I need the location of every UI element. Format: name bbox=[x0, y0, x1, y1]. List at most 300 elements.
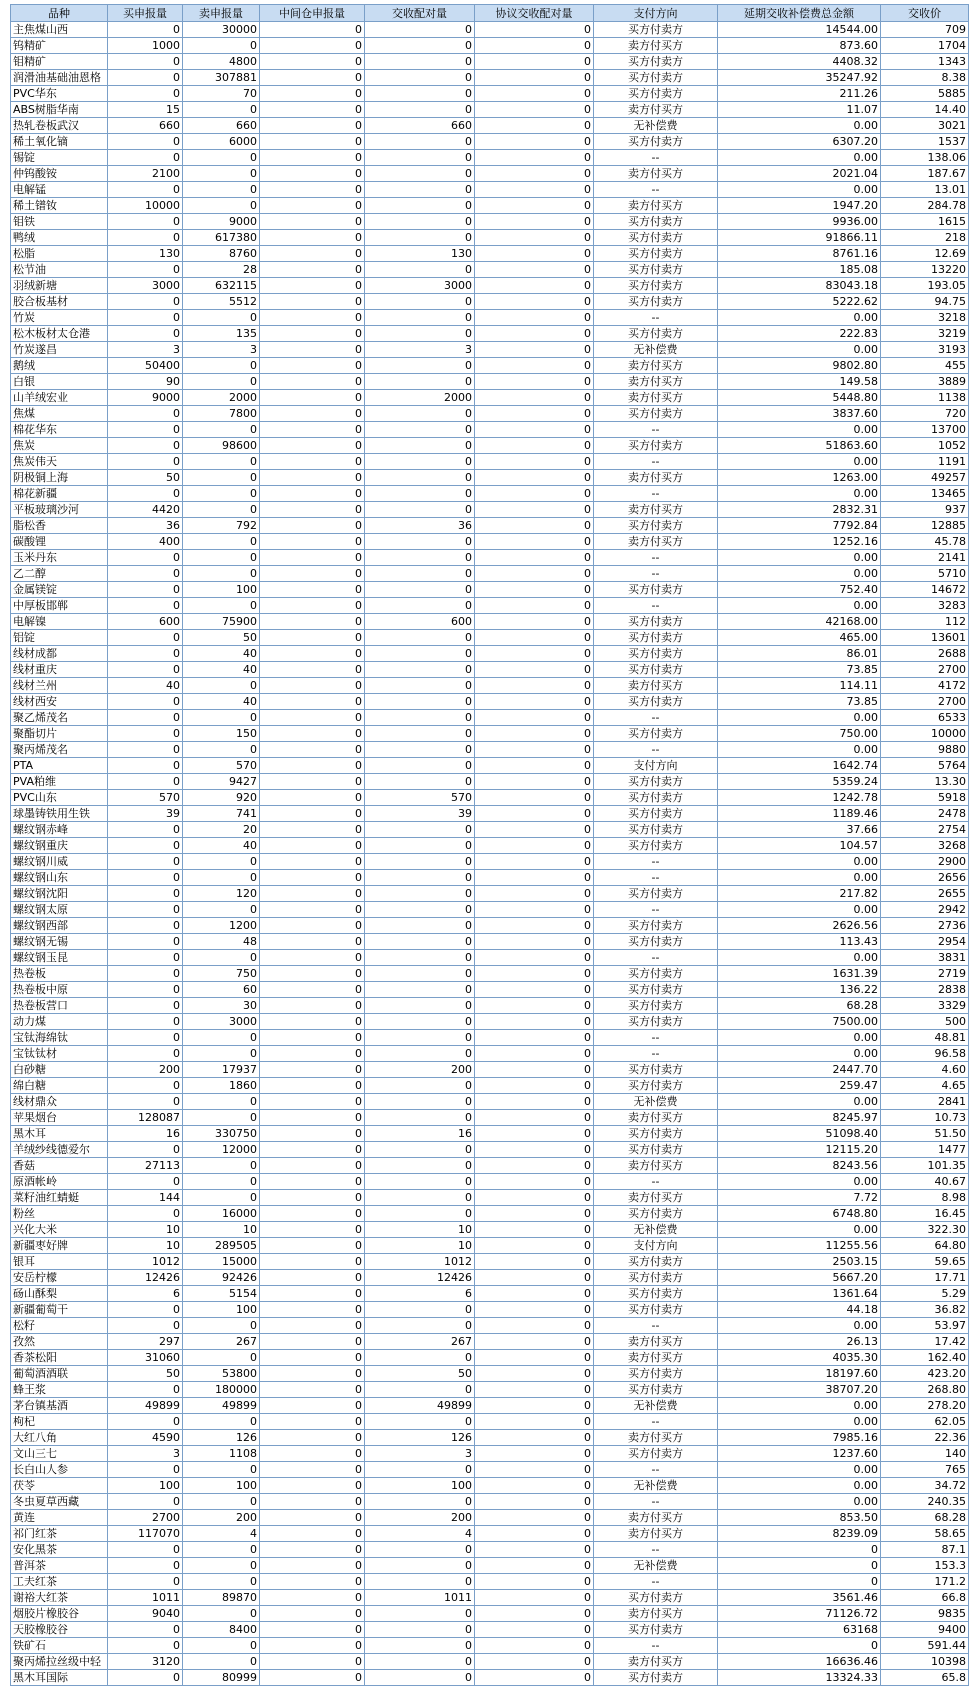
cell-buy-qty: 0 bbox=[108, 758, 183, 774]
table-row bbox=[11, 1110, 969, 1126]
cell-buy-qty: 0 bbox=[108, 742, 183, 758]
table-row bbox=[11, 774, 969, 790]
cell-matched-qty: 0 bbox=[365, 262, 475, 278]
cell-payment-direction: 买方付卖方 bbox=[594, 278, 718, 294]
cell-sell-qty: 2000 bbox=[183, 390, 260, 406]
cell-compensation-total: 0.00 bbox=[718, 422, 881, 438]
cell-variety: 螺纹钢重庆 bbox=[11, 838, 108, 854]
cell-agreement-qty: 0 bbox=[475, 1446, 594, 1462]
cell-middle-qty: 0 bbox=[260, 582, 365, 598]
cell-middle-qty: 0 bbox=[260, 1622, 365, 1638]
cell-payment-direction: 买方付卖方 bbox=[594, 1382, 718, 1398]
cell-settlement-price: 10000 bbox=[881, 726, 969, 742]
cell-agreement-qty: 0 bbox=[475, 118, 594, 134]
cell-sell-qty: 7800 bbox=[183, 406, 260, 422]
cell-payment-direction: 卖方付买方 bbox=[594, 1190, 718, 1206]
cell-settlement-price: 45.78 bbox=[881, 534, 969, 550]
table-row bbox=[11, 1670, 969, 1686]
table-row bbox=[11, 822, 969, 838]
cell-matched-qty: 0 bbox=[365, 758, 475, 774]
cell-middle-qty: 0 bbox=[260, 630, 365, 646]
cell-middle-qty: 0 bbox=[260, 1590, 365, 1606]
cell-settlement-price: 709 bbox=[881, 22, 969, 38]
cell-payment-direction: -- bbox=[594, 854, 718, 870]
cell-variety: 黄连 bbox=[11, 1510, 108, 1526]
cell-compensation-total: 37.66 bbox=[718, 822, 881, 838]
cell-variety: 润滑油基础油恩格 bbox=[11, 70, 108, 86]
cell-matched-qty: 4 bbox=[365, 1526, 475, 1542]
cell-matched-qty: 0 bbox=[365, 22, 475, 38]
cell-agreement-qty: 0 bbox=[475, 278, 594, 294]
cell-settlement-price: 34.72 bbox=[881, 1478, 969, 1494]
cell-agreement-qty: 0 bbox=[475, 1078, 594, 1094]
cell-matched-qty: 0 bbox=[365, 694, 475, 710]
cell-matched-qty: 0 bbox=[365, 230, 475, 246]
cell-middle-qty: 0 bbox=[260, 326, 365, 342]
cell-buy-qty: 0 bbox=[108, 1574, 183, 1590]
cell-settlement-price: 3219 bbox=[881, 326, 969, 342]
cell-payment-direction: 买方付卖方 bbox=[594, 614, 718, 630]
cell-settlement-price: 591.44 bbox=[881, 1638, 969, 1654]
cell-settlement-price: 2141 bbox=[881, 550, 969, 566]
cell-buy-qty: 6 bbox=[108, 1286, 183, 1302]
table-row bbox=[11, 278, 969, 294]
cell-payment-direction: -- bbox=[594, 1174, 718, 1190]
cell-buy-qty: 1012 bbox=[108, 1254, 183, 1270]
cell-matched-qty: 0 bbox=[365, 1318, 475, 1334]
cell-middle-qty: 0 bbox=[260, 614, 365, 630]
cell-compensation-total: 0 bbox=[718, 1638, 881, 1654]
cell-agreement-qty: 0 bbox=[475, 662, 594, 678]
cell-matched-qty: 0 bbox=[365, 630, 475, 646]
cell-buy-qty: 2700 bbox=[108, 1510, 183, 1526]
header-variety: 品种 bbox=[11, 5, 108, 22]
cell-payment-direction: 买方付卖方 bbox=[594, 822, 718, 838]
cell-agreement-qty: 0 bbox=[475, 1494, 594, 1510]
cell-matched-qty: 0 bbox=[365, 86, 475, 102]
cell-variety: 螺纹钢山东 bbox=[11, 870, 108, 886]
cell-buy-qty: 10 bbox=[108, 1238, 183, 1254]
table-row bbox=[11, 806, 969, 822]
table-row bbox=[11, 486, 969, 502]
cell-compensation-total: 0.00 bbox=[718, 550, 881, 566]
cell-middle-qty: 0 bbox=[260, 278, 365, 294]
cell-agreement-qty: 0 bbox=[475, 1158, 594, 1174]
header-matched-qty: 交收配对量 bbox=[365, 5, 475, 22]
cell-variety: 线材重庆 bbox=[11, 662, 108, 678]
cell-middle-qty: 0 bbox=[260, 1334, 365, 1350]
cell-variety: 焦煤 bbox=[11, 406, 108, 422]
cell-settlement-price: 2700 bbox=[881, 662, 969, 678]
cell-compensation-total: 5667.20 bbox=[718, 1270, 881, 1286]
cell-variety: 铝锭 bbox=[11, 630, 108, 646]
table-row bbox=[11, 902, 969, 918]
table-row bbox=[11, 1302, 969, 1318]
cell-matched-qty: 0 bbox=[365, 358, 475, 374]
cell-middle-qty: 0 bbox=[260, 966, 365, 982]
cell-buy-qty: 0 bbox=[108, 1078, 183, 1094]
cell-variety: 大红八角 bbox=[11, 1430, 108, 1446]
cell-matched-qty: 1011 bbox=[365, 1590, 475, 1606]
table-row bbox=[11, 1462, 969, 1478]
cell-compensation-total: 26.13 bbox=[718, 1334, 881, 1350]
table-row bbox=[11, 566, 969, 582]
cell-matched-qty: 0 bbox=[365, 214, 475, 230]
cell-matched-qty: 0 bbox=[365, 102, 475, 118]
cell-compensation-total: 2832.31 bbox=[718, 502, 881, 518]
cell-agreement-qty: 0 bbox=[475, 902, 594, 918]
cell-middle-qty: 0 bbox=[260, 1366, 365, 1382]
cell-variety: 宝钛海绵钛 bbox=[11, 1030, 108, 1046]
cell-buy-qty: 0 bbox=[108, 886, 183, 902]
cell-buy-qty: 128087 bbox=[108, 1110, 183, 1126]
cell-middle-qty: 0 bbox=[260, 870, 365, 886]
table-row bbox=[11, 918, 969, 934]
cell-compensation-total: 0.00 bbox=[718, 902, 881, 918]
cell-settlement-price: 2841 bbox=[881, 1094, 969, 1110]
cell-payment-direction: 买方付卖方 bbox=[594, 1622, 718, 1638]
cell-agreement-qty: 0 bbox=[475, 134, 594, 150]
cell-sell-qty: 98600 bbox=[183, 438, 260, 454]
cell-buy-qty: 0 bbox=[108, 182, 183, 198]
cell-buy-qty: 0 bbox=[108, 134, 183, 150]
cell-matched-qty: 3000 bbox=[365, 278, 475, 294]
table-row bbox=[11, 950, 969, 966]
cell-payment-direction: 买方付卖方 bbox=[594, 134, 718, 150]
cell-variety: 螺纹钢太原 bbox=[11, 902, 108, 918]
cell-matched-qty: 0 bbox=[365, 1654, 475, 1670]
cell-matched-qty: 0 bbox=[365, 134, 475, 150]
cell-settlement-price: 3193 bbox=[881, 342, 969, 358]
cell-middle-qty: 0 bbox=[260, 774, 365, 790]
cell-settlement-price: 1615 bbox=[881, 214, 969, 230]
cell-matched-qty: 0 bbox=[365, 470, 475, 486]
cell-agreement-qty: 0 bbox=[475, 806, 594, 822]
cell-matched-qty: 0 bbox=[365, 886, 475, 902]
cell-settlement-price: 2754 bbox=[881, 822, 969, 838]
table-row bbox=[11, 1510, 969, 1526]
cell-middle-qty: 0 bbox=[260, 70, 365, 86]
cell-agreement-qty: 0 bbox=[475, 1366, 594, 1382]
cell-settlement-price: 9880 bbox=[881, 742, 969, 758]
cell-buy-qty: 0 bbox=[108, 854, 183, 870]
cell-matched-qty: 0 bbox=[365, 950, 475, 966]
cell-settlement-price: 5.29 bbox=[881, 1286, 969, 1302]
cell-matched-qty: 0 bbox=[365, 1558, 475, 1574]
cell-buy-qty: 0 bbox=[108, 86, 183, 102]
cell-settlement-price: 53.97 bbox=[881, 1318, 969, 1334]
cell-compensation-total: 211.26 bbox=[718, 86, 881, 102]
cell-settlement-price: 500 bbox=[881, 1014, 969, 1030]
cell-buy-qty: 0 bbox=[108, 822, 183, 838]
cell-matched-qty: 10 bbox=[365, 1238, 475, 1254]
cell-middle-qty: 0 bbox=[260, 86, 365, 102]
cell-agreement-qty: 0 bbox=[475, 598, 594, 614]
cell-middle-qty: 0 bbox=[260, 902, 365, 918]
cell-payment-direction: 卖方付买方 bbox=[594, 102, 718, 118]
cell-payment-direction: 买方付卖方 bbox=[594, 22, 718, 38]
cell-agreement-qty: 0 bbox=[475, 694, 594, 710]
cell-middle-qty: 0 bbox=[260, 1574, 365, 1590]
cell-settlement-price: 2478 bbox=[881, 806, 969, 822]
cell-payment-direction: 买方付卖方 bbox=[594, 70, 718, 86]
cell-sell-qty: 0 bbox=[183, 1462, 260, 1478]
cell-sell-qty: 40 bbox=[183, 662, 260, 678]
cell-payment-direction: -- bbox=[594, 1638, 718, 1654]
cell-agreement-qty: 0 bbox=[475, 630, 594, 646]
cell-middle-qty: 0 bbox=[260, 118, 365, 134]
cell-payment-direction: 买方付卖方 bbox=[594, 246, 718, 262]
cell-middle-qty: 0 bbox=[260, 710, 365, 726]
cell-sell-qty: 40 bbox=[183, 694, 260, 710]
cell-sell-qty: 1108 bbox=[183, 1446, 260, 1462]
cell-compensation-total: 18197.60 bbox=[718, 1366, 881, 1382]
cell-variety: 谢裕大红茶 bbox=[11, 1590, 108, 1606]
cell-variety: 冬虫夏草西藏 bbox=[11, 1494, 108, 1510]
cell-payment-direction: -- bbox=[594, 422, 718, 438]
cell-settlement-price: 1477 bbox=[881, 1142, 969, 1158]
cell-payment-direction: 买方付卖方 bbox=[594, 790, 718, 806]
cell-payment-direction: -- bbox=[594, 486, 718, 502]
cell-payment-direction: 买方付卖方 bbox=[594, 982, 718, 998]
table-row bbox=[11, 1494, 969, 1510]
table-row bbox=[11, 790, 969, 806]
cell-middle-qty: 0 bbox=[260, 694, 365, 710]
cell-middle-qty: 0 bbox=[260, 998, 365, 1014]
cell-matched-qty: 0 bbox=[365, 1206, 475, 1222]
cell-matched-qty: 0 bbox=[365, 1302, 475, 1318]
cell-variety: 枸杞 bbox=[11, 1414, 108, 1430]
cell-agreement-qty: 0 bbox=[475, 1622, 594, 1638]
cell-agreement-qty: 0 bbox=[475, 230, 594, 246]
cell-settlement-price: 112 bbox=[881, 614, 969, 630]
cell-payment-direction: 买方付卖方 bbox=[594, 726, 718, 742]
cell-variety: 脂松香 bbox=[11, 518, 108, 534]
cell-variety: 祁门红茶 bbox=[11, 1526, 108, 1542]
cell-sell-qty: 0 bbox=[183, 598, 260, 614]
cell-middle-qty: 0 bbox=[260, 1158, 365, 1174]
cell-middle-qty: 0 bbox=[260, 1014, 365, 1030]
cell-variety: PVA粕维 bbox=[11, 774, 108, 790]
cell-matched-qty: 0 bbox=[365, 1030, 475, 1046]
cell-sell-qty: 0 bbox=[183, 182, 260, 198]
cell-settlement-price: 162.40 bbox=[881, 1350, 969, 1366]
cell-settlement-price: 4.60 bbox=[881, 1062, 969, 1078]
cell-matched-qty: 0 bbox=[365, 774, 475, 790]
cell-agreement-qty: 0 bbox=[475, 1286, 594, 1302]
cell-agreement-qty: 0 bbox=[475, 1046, 594, 1062]
cell-buy-qty: 0 bbox=[108, 566, 183, 582]
cell-settlement-price: 13220 bbox=[881, 262, 969, 278]
cell-payment-direction: 买方付卖方 bbox=[594, 1286, 718, 1302]
cell-matched-qty: 0 bbox=[365, 726, 475, 742]
cell-payment-direction: 买方付卖方 bbox=[594, 806, 718, 822]
cell-middle-qty: 0 bbox=[260, 1126, 365, 1142]
cell-buy-qty: 3120 bbox=[108, 1654, 183, 1670]
cell-compensation-total: 13324.33 bbox=[718, 1670, 881, 1686]
cell-sell-qty: 0 bbox=[183, 38, 260, 54]
cell-buy-qty: 0 bbox=[108, 1414, 183, 1430]
cell-settlement-price: 218 bbox=[881, 230, 969, 246]
cell-sell-qty: 0 bbox=[183, 1318, 260, 1334]
cell-sell-qty: 0 bbox=[183, 1558, 260, 1574]
cell-compensation-total: 0.00 bbox=[718, 1462, 881, 1478]
cell-variety: 螺纹钢玉昆 bbox=[11, 950, 108, 966]
cell-sell-qty: 100 bbox=[183, 1302, 260, 1318]
cell-middle-qty: 0 bbox=[260, 1078, 365, 1094]
table-row bbox=[11, 22, 969, 38]
cell-compensation-total: 0.00 bbox=[718, 1046, 881, 1062]
cell-variety: 螺纹钢川威 bbox=[11, 854, 108, 870]
cell-sell-qty: 632115 bbox=[183, 278, 260, 294]
cell-payment-direction: 买方付卖方 bbox=[594, 54, 718, 70]
cell-variety: 新疆枣好牌 bbox=[11, 1238, 108, 1254]
cell-middle-qty: 0 bbox=[260, 1510, 365, 1526]
cell-variety: 电解镍 bbox=[11, 614, 108, 630]
cell-buy-qty: 0 bbox=[108, 214, 183, 230]
table-row bbox=[11, 1398, 969, 1414]
cell-settlement-price: 2656 bbox=[881, 870, 969, 886]
cell-agreement-qty: 0 bbox=[475, 790, 594, 806]
cell-matched-qty: 0 bbox=[365, 1606, 475, 1622]
cell-payment-direction: 买方付卖方 bbox=[594, 1014, 718, 1030]
cell-settlement-price: 1052 bbox=[881, 438, 969, 454]
cell-matched-qty: 0 bbox=[365, 1110, 475, 1126]
cell-compensation-total: 0.00 bbox=[718, 1222, 881, 1238]
cell-settlement-price: 4172 bbox=[881, 678, 969, 694]
cell-middle-qty: 0 bbox=[260, 1414, 365, 1430]
cell-matched-qty: 267 bbox=[365, 1334, 475, 1350]
cell-agreement-qty: 0 bbox=[475, 454, 594, 470]
cell-buy-qty: 4420 bbox=[108, 502, 183, 518]
cell-payment-direction: 买方付卖方 bbox=[594, 438, 718, 454]
cell-sell-qty: 0 bbox=[183, 1350, 260, 1366]
cell-settlement-price: 765 bbox=[881, 1462, 969, 1478]
table-row bbox=[11, 1014, 969, 1030]
cell-compensation-total: 6307.20 bbox=[718, 134, 881, 150]
cell-middle-qty: 0 bbox=[260, 646, 365, 662]
cell-compensation-total: 86.01 bbox=[718, 646, 881, 662]
cell-sell-qty: 0 bbox=[183, 1654, 260, 1670]
cell-middle-qty: 0 bbox=[260, 454, 365, 470]
cell-compensation-total: 1263.00 bbox=[718, 470, 881, 486]
table-row bbox=[11, 966, 969, 982]
cell-compensation-total: 136.22 bbox=[718, 982, 881, 998]
cell-variety: 热卷板中原 bbox=[11, 982, 108, 998]
cell-sell-qty: 4 bbox=[183, 1526, 260, 1542]
cell-payment-direction: 卖方付买方 bbox=[594, 502, 718, 518]
table-row bbox=[11, 726, 969, 742]
table-row bbox=[11, 1270, 969, 1286]
cell-compensation-total: 0.00 bbox=[718, 342, 881, 358]
cell-matched-qty: 0 bbox=[365, 1462, 475, 1478]
cell-settlement-price: 5918 bbox=[881, 790, 969, 806]
cell-compensation-total: 0 bbox=[718, 1558, 881, 1574]
cell-sell-qty: 0 bbox=[183, 1110, 260, 1126]
cell-middle-qty: 0 bbox=[260, 438, 365, 454]
cell-buy-qty: 0 bbox=[108, 1462, 183, 1478]
cell-matched-qty: 0 bbox=[365, 646, 475, 662]
cell-agreement-qty: 0 bbox=[475, 1638, 594, 1654]
cell-payment-direction: -- bbox=[594, 310, 718, 326]
cell-compensation-total: 185.08 bbox=[718, 262, 881, 278]
table-row bbox=[11, 646, 969, 662]
cell-sell-qty: 0 bbox=[183, 1158, 260, 1174]
cell-compensation-total: 5359.24 bbox=[718, 774, 881, 790]
cell-agreement-qty: 0 bbox=[475, 262, 594, 278]
cell-matched-qty: 0 bbox=[365, 934, 475, 950]
cell-settlement-price: 5710 bbox=[881, 566, 969, 582]
cell-buy-qty: 0 bbox=[108, 422, 183, 438]
cell-variety: 电解锰 bbox=[11, 182, 108, 198]
cell-agreement-qty: 0 bbox=[475, 342, 594, 358]
cell-settlement-price: 13465 bbox=[881, 486, 969, 502]
cell-variety: 中厚板邯郸 bbox=[11, 598, 108, 614]
cell-buy-qty: 0 bbox=[108, 966, 183, 982]
cell-buy-qty: 0 bbox=[108, 934, 183, 950]
cell-variety: 宝钛钛材 bbox=[11, 1046, 108, 1062]
cell-settlement-price: 14.40 bbox=[881, 102, 969, 118]
cell-payment-direction: 无补偿费 bbox=[594, 118, 718, 134]
cell-compensation-total: 1237.60 bbox=[718, 1446, 881, 1462]
cell-settlement-price: 2942 bbox=[881, 902, 969, 918]
cell-matched-qty: 0 bbox=[365, 1382, 475, 1398]
cell-matched-qty: 0 bbox=[365, 1046, 475, 1062]
cell-agreement-qty: 0 bbox=[475, 966, 594, 982]
cell-middle-qty: 0 bbox=[260, 918, 365, 934]
cell-middle-qty: 0 bbox=[260, 214, 365, 230]
cell-matched-qty: 0 bbox=[365, 454, 475, 470]
cell-variety: 砀山酥梨 bbox=[11, 1286, 108, 1302]
cell-buy-qty: 144 bbox=[108, 1190, 183, 1206]
cell-payment-direction: -- bbox=[594, 1046, 718, 1062]
cell-payment-direction: -- bbox=[594, 1494, 718, 1510]
cell-compensation-total: 0.00 bbox=[718, 1478, 881, 1494]
table-row bbox=[11, 1046, 969, 1062]
cell-middle-qty: 0 bbox=[260, 134, 365, 150]
cell-agreement-qty: 0 bbox=[475, 1462, 594, 1478]
cell-buy-qty: 0 bbox=[108, 1302, 183, 1318]
cell-sell-qty: 750 bbox=[183, 966, 260, 982]
cell-sell-qty: 1860 bbox=[183, 1078, 260, 1094]
cell-payment-direction: -- bbox=[594, 150, 718, 166]
table-row bbox=[11, 1286, 969, 1302]
cell-settlement-price: 13700 bbox=[881, 422, 969, 438]
cell-buy-qty: 0 bbox=[108, 294, 183, 310]
cell-settlement-price: 49257 bbox=[881, 470, 969, 486]
cell-buy-qty: 31060 bbox=[108, 1350, 183, 1366]
cell-sell-qty: 0 bbox=[183, 1094, 260, 1110]
cell-buy-qty: 0 bbox=[108, 662, 183, 678]
cell-settlement-price: 9400 bbox=[881, 1622, 969, 1638]
cell-agreement-qty: 0 bbox=[475, 1510, 594, 1526]
cell-settlement-price: 66.8 bbox=[881, 1590, 969, 1606]
cell-variety: 线材鼎众 bbox=[11, 1094, 108, 1110]
cell-middle-qty: 0 bbox=[260, 1526, 365, 1542]
cell-variety: ABS树脂华南 bbox=[11, 102, 108, 118]
table-row bbox=[11, 230, 969, 246]
cell-variety: 铁矿石 bbox=[11, 1638, 108, 1654]
cell-compensation-total: 0.00 bbox=[718, 710, 881, 726]
cell-matched-qty: 0 bbox=[365, 1622, 475, 1638]
cell-buy-qty: 0 bbox=[108, 150, 183, 166]
cell-middle-qty: 0 bbox=[260, 1142, 365, 1158]
table-row bbox=[11, 406, 969, 422]
cell-payment-direction: 卖方付买方 bbox=[594, 358, 718, 374]
cell-buy-qty: 2100 bbox=[108, 166, 183, 182]
header-middle-qty: 中间仓申报量 bbox=[260, 5, 365, 22]
cell-variety: 胶合板基材 bbox=[11, 294, 108, 310]
